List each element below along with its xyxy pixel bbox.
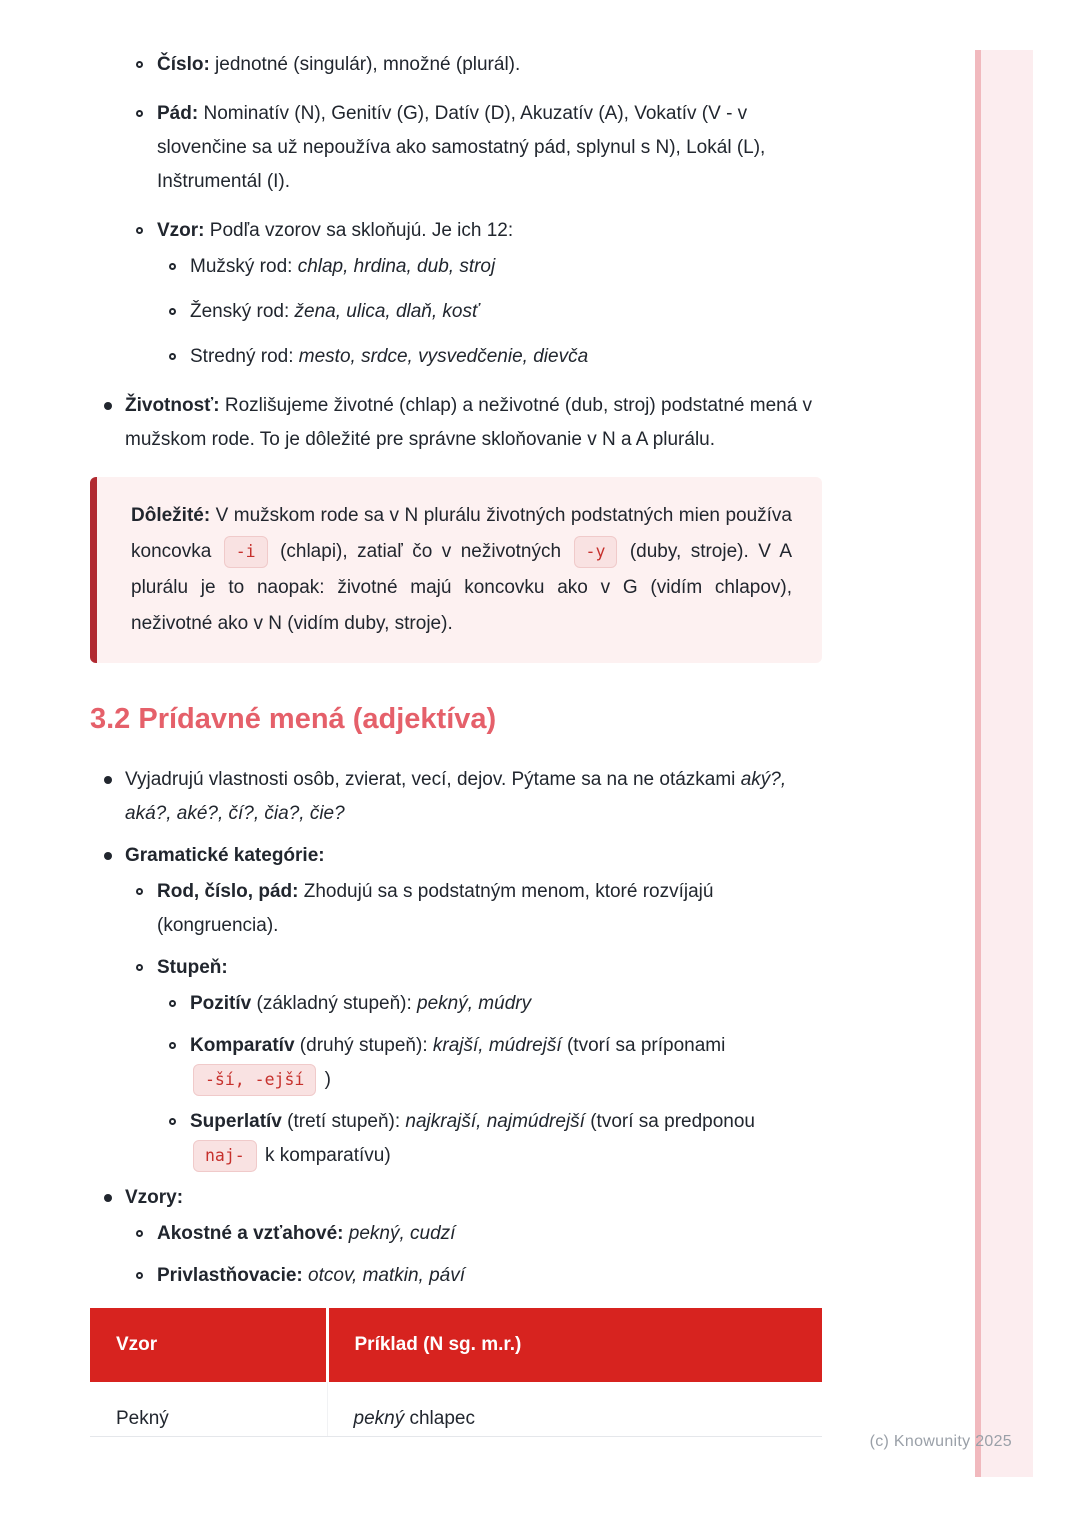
list-item-text: Pozitív (základný stupeň): pekný, múdry — [190, 993, 532, 1014]
list-item-text: Ženský rod: žena, ulica, dlaň, kosť — [190, 301, 479, 322]
disc-bullet-icon — [104, 852, 112, 860]
list-item-text: Vyjadrujú vlastnosti osôb, zvierat, vecí, dejov. Pýtame sa na ne otázkami aký?, aká?, aké?, čí?, čia?, čie? — [125, 769, 787, 824]
list-item-text: Akostné a vzťahové: pekný, cudzí — [157, 1223, 456, 1244]
section-heading: 3.2 Prídavné mená (adjektíva) — [90, 703, 497, 735]
list-item-text: Číslo: jednotné (singulár), množné (plurál). — [157, 54, 521, 75]
list-item-text: Privlastňovacie: otcov, matkin, páví — [157, 1265, 466, 1286]
circle-bullet-icon — [169, 1118, 176, 1125]
list-item-zensky-rod — [90, 295, 822, 329]
list-item-gramaticke-kategorie — [90, 839, 822, 873]
page-edge-stripe — [975, 50, 1033, 1477]
list-item-rod-cislo-pad — [90, 875, 822, 943]
list-item-pozitiv — [90, 987, 822, 1021]
list-item-stupen — [90, 951, 822, 985]
list-item-cislo — [90, 48, 822, 82]
list-item-privlastnovacie — [90, 1259, 822, 1293]
circle-bullet-icon — [169, 353, 176, 360]
declension-table — [90, 1308, 822, 1437]
list-item-text: Stupeň: — [157, 957, 228, 978]
list-item-text: Superlatív (tretí stupeň): najkrajší, najmúdrejší (tvorí sa predponou naj- k komparatívu) — [190, 1111, 755, 1166]
list-item-text: Životnosť: Rozlišujeme životné (chlap) a neživotné (dub, stroj) podstatné mená v mužskom rode. To je dôležité pre správne skloňovanie v N a A plurálu. — [125, 395, 813, 450]
list-item-text: Mužský rod: chlap, hrdina, dub, stroj — [190, 256, 496, 277]
list-item-muzsky-rod — [90, 250, 822, 284]
callout-text: Dôležité: V mužskom rode sa v N plurálu životných podstatných mien používa koncovka -i (chlapi), zatiaľ čo v neživotných -y (duby, stroje). V A plurálu je to naopak: životné majú koncovku ako v G (vidím chlapov), neživotné ako v N (vidím duby, stroje). — [131, 505, 792, 634]
circle-bullet-icon — [136, 964, 143, 971]
circle-bullet-icon — [169, 308, 176, 315]
circle-bullet-icon — [169, 1042, 176, 1049]
list-item-stredny-rod — [90, 340, 822, 374]
list-item-komparativ — [90, 1029, 822, 1097]
list-item-text: Gramatické kategórie: — [125, 845, 325, 866]
circle-bullet-icon — [169, 1000, 176, 1007]
circle-bullet-icon — [136, 1230, 143, 1237]
list-item-superlativ — [90, 1105, 822, 1173]
list-item-zivotnost — [90, 389, 822, 457]
watermark: (c) Knowunity 2025 — [869, 1433, 1012, 1450]
table-cell-vzor: Pekný — [90, 1382, 327, 1437]
table-header-priklad: Príklad (N sg. m.r.) — [327, 1308, 822, 1382]
list-item-text: Stredný rod: mesto, srdce, vysvedčenie, dievča — [190, 346, 589, 367]
list-item-vyjadruju — [90, 763, 822, 831]
circle-bullet-icon — [136, 1272, 143, 1279]
circle-bullet-icon — [136, 888, 143, 895]
table-row — [90, 1382, 822, 1437]
list-item-vzory — [90, 1181, 822, 1215]
list-item-pad — [90, 97, 822, 199]
circle-bullet-icon — [136, 61, 143, 68]
circle-bullet-icon — [136, 227, 143, 234]
list-item-text: Vzor: Podľa vzorov sa skloňujú. Je ich 12: — [157, 220, 514, 241]
disc-bullet-icon — [104, 402, 112, 410]
table-header-vzor: Vzor — [90, 1308, 327, 1382]
list-item-text: Vzory: — [125, 1187, 184, 1208]
circle-bullet-icon — [169, 263, 176, 270]
important-callout — [90, 477, 822, 663]
page-content — [90, 48, 822, 1437]
table-header-row — [90, 1308, 822, 1382]
disc-bullet-icon — [104, 1194, 112, 1202]
list-item-text: Komparatív (druhý stupeň): krajší, múdrejší (tvorí sa príponami -ší, -ejší ) — [190, 1035, 725, 1090]
list-item-akostne — [90, 1217, 822, 1251]
list-item-text: Pád: Nominatív (N), Genitív (G), Datív (D), Akuzatív (A), Vokatív (V - v slovenčine sa už nepoužíva ako samostatný pád, splynul s N), Lokál (L), Inštrumentál (I). — [157, 103, 766, 192]
list-item-text: Rod, číslo, pád: Zhodujú sa s podstatným menom, ktoré rozvíjajú (kongruencia). — [157, 881, 714, 936]
disc-bullet-icon — [104, 776, 112, 784]
table-cell-priklad: pekný chlapec — [327, 1382, 822, 1437]
list-item-vzor — [90, 214, 822, 248]
circle-bullet-icon — [136, 110, 143, 117]
